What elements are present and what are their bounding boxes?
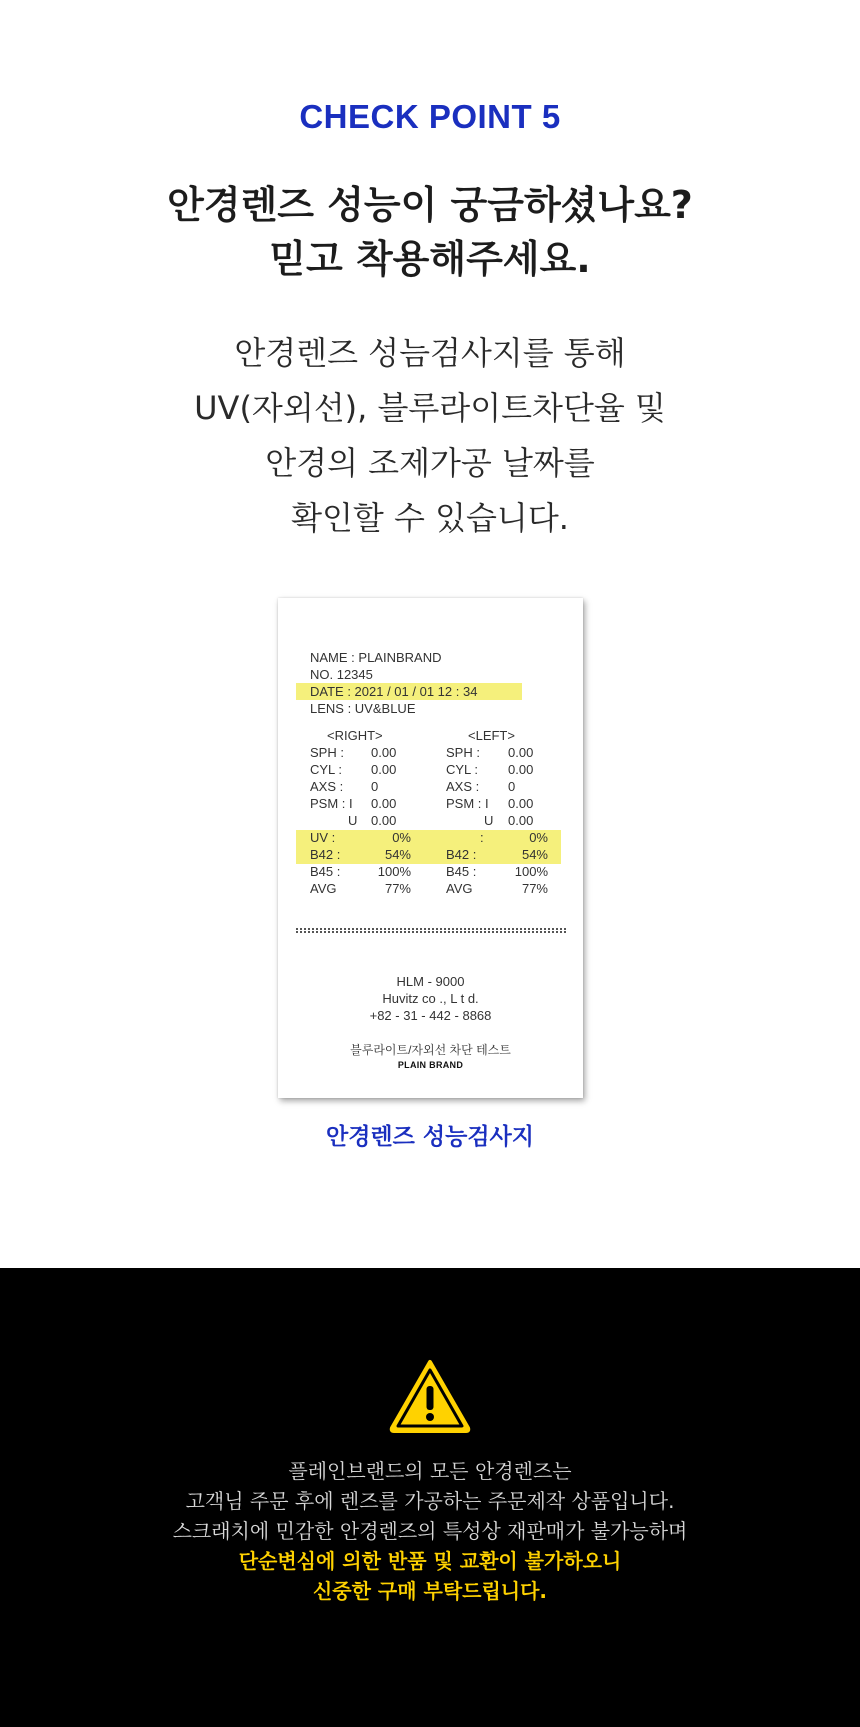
receipt-company: Huvitz co ., L t d. [382, 991, 479, 1006]
receipt-name: NAME : PLAINBRAND [310, 650, 442, 665]
notice-highlight-line-1: 단순변심에 의한 반품 및 교환이 불가하오니 [238, 1549, 622, 1573]
receipt-test-label: 블루라이트/자외선 차단 테스트 [350, 1043, 511, 1057]
measurement-value: 0 [371, 779, 379, 794]
receipt-lens: LENS : UV&BLUE [310, 701, 416, 716]
notice-text [0, 1456, 860, 1606]
checkpoint-label: CHECK POINT 5 [299, 98, 561, 135]
measurement-value: 0 [508, 779, 516, 794]
measurement-label: CYL : [310, 762, 343, 777]
notice-line-1: 플레인브랜드의 모든 안경렌즈는 [288, 1459, 572, 1483]
receipt-date: DATE : 2021 / 01 / 01 12 : 34 [310, 684, 478, 699]
measurement-value: 100% [377, 864, 411, 879]
lens-test-receipt [278, 598, 583, 1098]
receipt-caption: 안경렌즈 성능검사지 [326, 1124, 534, 1150]
measurement-value: 54% [384, 847, 411, 862]
measurement-value: 0.00 [508, 813, 534, 828]
headline-line-2: 믿고 착용해주세요. [269, 237, 591, 281]
measurement-value: 0.00 [508, 745, 534, 760]
left-eye-header: <LEFT> [468, 728, 515, 743]
receipt-divider [296, 928, 566, 933]
right-eye-header: <RIGHT> [327, 728, 383, 743]
measurement-value: 77% [521, 881, 548, 896]
measurement-label: B42 : [446, 847, 477, 862]
receipt-number: NO. 12345 [310, 667, 373, 682]
measurement-value: 0.00 [371, 813, 397, 828]
measurement-label: : [480, 830, 484, 845]
headline-line-1: 안경렌즈 성능이 궁금하셨나요? [167, 183, 693, 227]
measurement-value: 0.00 [508, 762, 534, 777]
measurement-value: 0.00 [371, 745, 397, 760]
measurement-value: 100% [514, 864, 548, 879]
measurement-label: U [348, 813, 358, 828]
measurement-label: B45 : [310, 864, 341, 879]
measurement-value: 0% [529, 830, 548, 845]
measurement-label: SPH : [446, 745, 480, 760]
receipt-brand-logo: PLAIN BRAND [397, 1060, 464, 1070]
measurement-value: 77% [384, 881, 411, 896]
measurement-label: UV : [310, 830, 336, 845]
warning-icon [388, 1358, 472, 1434]
measurement-label: PSM : I [446, 796, 489, 811]
measurement-value: 0.00 [371, 796, 397, 811]
description-line-4: 확인할 수 있습니다. [291, 499, 569, 537]
measurement-value: 54% [521, 847, 548, 862]
notice-section [0, 1268, 860, 1727]
measurement-label: B42 : [310, 847, 341, 862]
measurement-label: SPH : [310, 745, 344, 760]
notice-line-3: 스크래치에 민감한 안경렌즈의 특성상 재판매가 불가능하며 [172, 1519, 688, 1543]
measurement-value: 0.00 [508, 796, 534, 811]
measurement-label: AVG [310, 881, 337, 896]
measurement-label: AXS : [446, 779, 480, 794]
receipt-model: HLM - 9000 [396, 974, 465, 989]
measurement-label: AXS : [310, 779, 344, 794]
page-headline [0, 178, 860, 286]
measurement-label: PSM : I [310, 796, 353, 811]
measurement-label: B45 : [446, 864, 477, 879]
measurement-value: 0% [392, 830, 411, 845]
measurement-value: 0.00 [371, 762, 397, 777]
measurement-label: U [484, 813, 494, 828]
description-line-3: 안경의 조제가공 날짜를 [265, 444, 595, 482]
measurement-label: AVG [446, 881, 473, 896]
notice-line-2: 고객님 주문 후에 렌즈를 가공하는 주문제작 상품입니다. [185, 1489, 675, 1513]
notice-highlight-line-2: 신중한 구매 부탁드립니다. [312, 1579, 548, 1603]
description-line-2: UV(자외선), 블루라이트차단율 및 [194, 389, 666, 427]
measurement-label: CYL : [446, 762, 479, 777]
description [0, 326, 860, 546]
receipt-phone: +82 - 31 - 442 - 8868 [369, 1008, 492, 1023]
description-line-1: 안경렌즈 성늠검사지를 통해 [234, 334, 626, 372]
